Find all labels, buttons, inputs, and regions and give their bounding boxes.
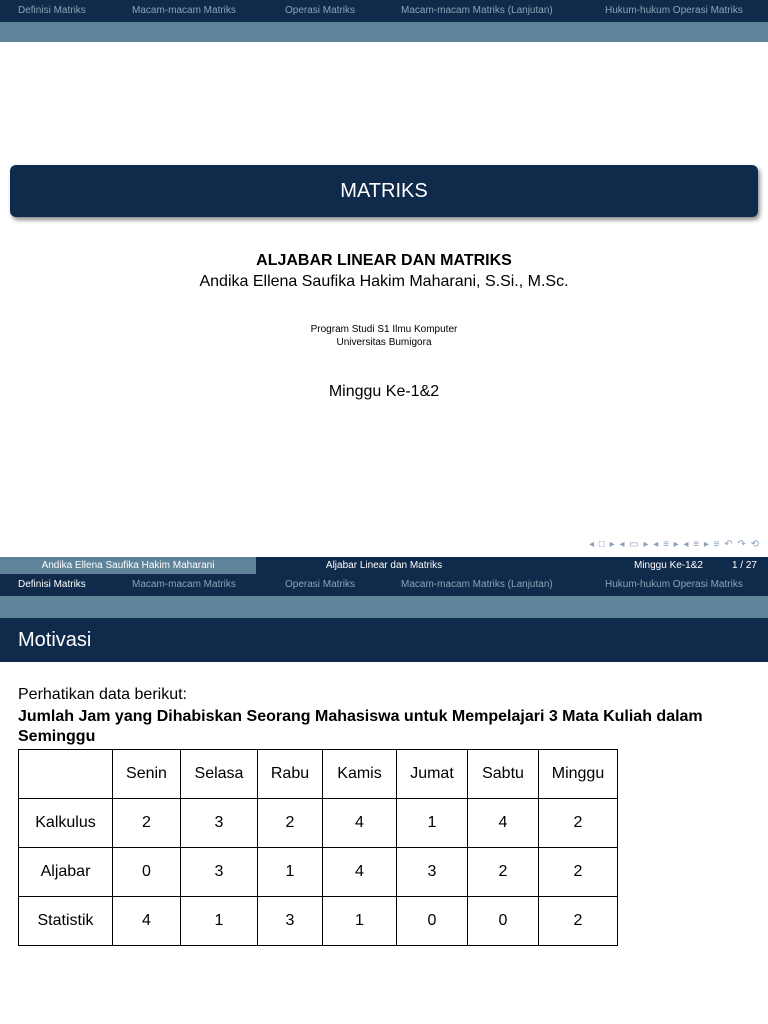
table-row	[19, 897, 618, 946]
title-box	[10, 165, 758, 217]
table-cell: 2	[539, 799, 618, 848]
subsection-bar	[0, 22, 768, 42]
nav-hukum-hukum-operasi-matriks[interactable]: Hukum-hukum Operasi Matriks	[605, 579, 743, 590]
table-cell: 1	[323, 897, 397, 946]
footer-date: Minggu Ke-1&2	[634, 560, 703, 571]
table-cell: 4	[468, 799, 539, 848]
header-cell: Sabtu	[468, 750, 539, 799]
table-cell: 4	[323, 848, 397, 897]
table-cell: 3	[181, 799, 258, 848]
footer-page-number: 1 / 27	[731, 560, 757, 571]
beamer-navigation-icons[interactable]: ◂ □ ▸ ◂ ▭ ▸ ◂ ≡ ▸ ◂ ≡ ▸ ≡ ↶ ↷ ⟲	[589, 539, 760, 550]
table-cell: 2	[113, 799, 181, 848]
section-navbar-2	[0, 574, 768, 596]
row-label: Kalkulus	[19, 799, 113, 848]
table-cell: 1	[258, 848, 323, 897]
nav-operasi-matriks[interactable]: Operasi Matriks	[285, 579, 356, 590]
table-cell: 4	[113, 897, 181, 946]
table-cell: 2	[539, 848, 618, 897]
footer-short-title: Aljabar Linear dan Matriks	[256, 557, 512, 574]
institute-line-1: Program Studi S1 Ilmu Komputer	[310, 324, 458, 335]
data-table	[18, 749, 618, 946]
header-cell: Minggu	[539, 750, 618, 799]
table-cell: 4	[323, 799, 397, 848]
footer-bar	[0, 557, 768, 574]
nav-definisi-matriks-active[interactable]: Definisi Matriks	[18, 579, 86, 590]
table-cell: 0	[468, 897, 539, 946]
table-cell: 2	[468, 848, 539, 897]
table-cell: 2	[258, 799, 323, 848]
header-cell: Senin	[113, 750, 181, 799]
table-row	[19, 799, 618, 848]
intro-text: Perhatikan data berikut:	[18, 686, 187, 703]
subsection-bar-2	[0, 596, 768, 618]
nav-operasi-matriks[interactable]: Operasi Matriks	[285, 5, 356, 16]
footer-author: Andika Ellena Saufika Hakim Maharani	[0, 557, 256, 574]
nav-definisi-matriks[interactable]: Definisi Matriks	[18, 5, 86, 16]
table-cell: 0	[397, 897, 468, 946]
row-label: Statistik	[19, 897, 113, 946]
presentation-subtitle: ALJABAR LINEAR DAN MATRIKS	[256, 252, 512, 269]
presentation-title: MATRIKS	[340, 179, 428, 202]
nav-macam-macam-matriks-lanjutan[interactable]: Macam-macam Matriks (Lanjutan)	[401, 5, 553, 16]
nav-macam-macam-matriks[interactable]: Macam-macam Matriks	[132, 579, 236, 590]
header-cell: Rabu	[258, 750, 323, 799]
footer-date-page	[512, 557, 768, 574]
row-label: Aljabar	[19, 848, 113, 897]
table-cell: 3	[397, 848, 468, 897]
table-row	[19, 848, 618, 897]
table-cell: 3	[181, 848, 258, 897]
header-cell: Jumat	[397, 750, 468, 799]
table-cell: 2	[539, 897, 618, 946]
author-name: Andika Ellena Saufika Hakim Maharani, S.Si., M.Sc.	[199, 273, 569, 290]
table-cell: 1	[181, 897, 258, 946]
table-caption: Jumlah Jam yang Dihabiskan Seorang Mahasiswa untuk Mempelajari 3 Mata Kuliah dalam Seminggu	[18, 708, 703, 745]
table-header-row	[19, 750, 618, 799]
nav-hukum-hukum-operasi-matriks[interactable]: Hukum-hukum Operasi Matriks	[605, 5, 743, 16]
nav-macam-macam-matriks-lanjutan[interactable]: Macam-macam Matriks (Lanjutan)	[401, 579, 553, 590]
table-cell: 1	[397, 799, 468, 848]
header-cell: Selasa	[181, 750, 258, 799]
institute-line-2: Universitas Bumigora	[336, 337, 432, 348]
frame-title: Motivasi	[0, 618, 768, 662]
header-cell: Kamis	[323, 750, 397, 799]
section-navbar	[0, 0, 768, 22]
table-cell: 0	[113, 848, 181, 897]
header-cell	[19, 750, 113, 799]
presentation-date: Minggu Ke-1&2	[328, 383, 440, 400]
nav-macam-macam-matriks[interactable]: Macam-macam Matriks	[132, 5, 236, 16]
table-cell: 3	[258, 897, 323, 946]
